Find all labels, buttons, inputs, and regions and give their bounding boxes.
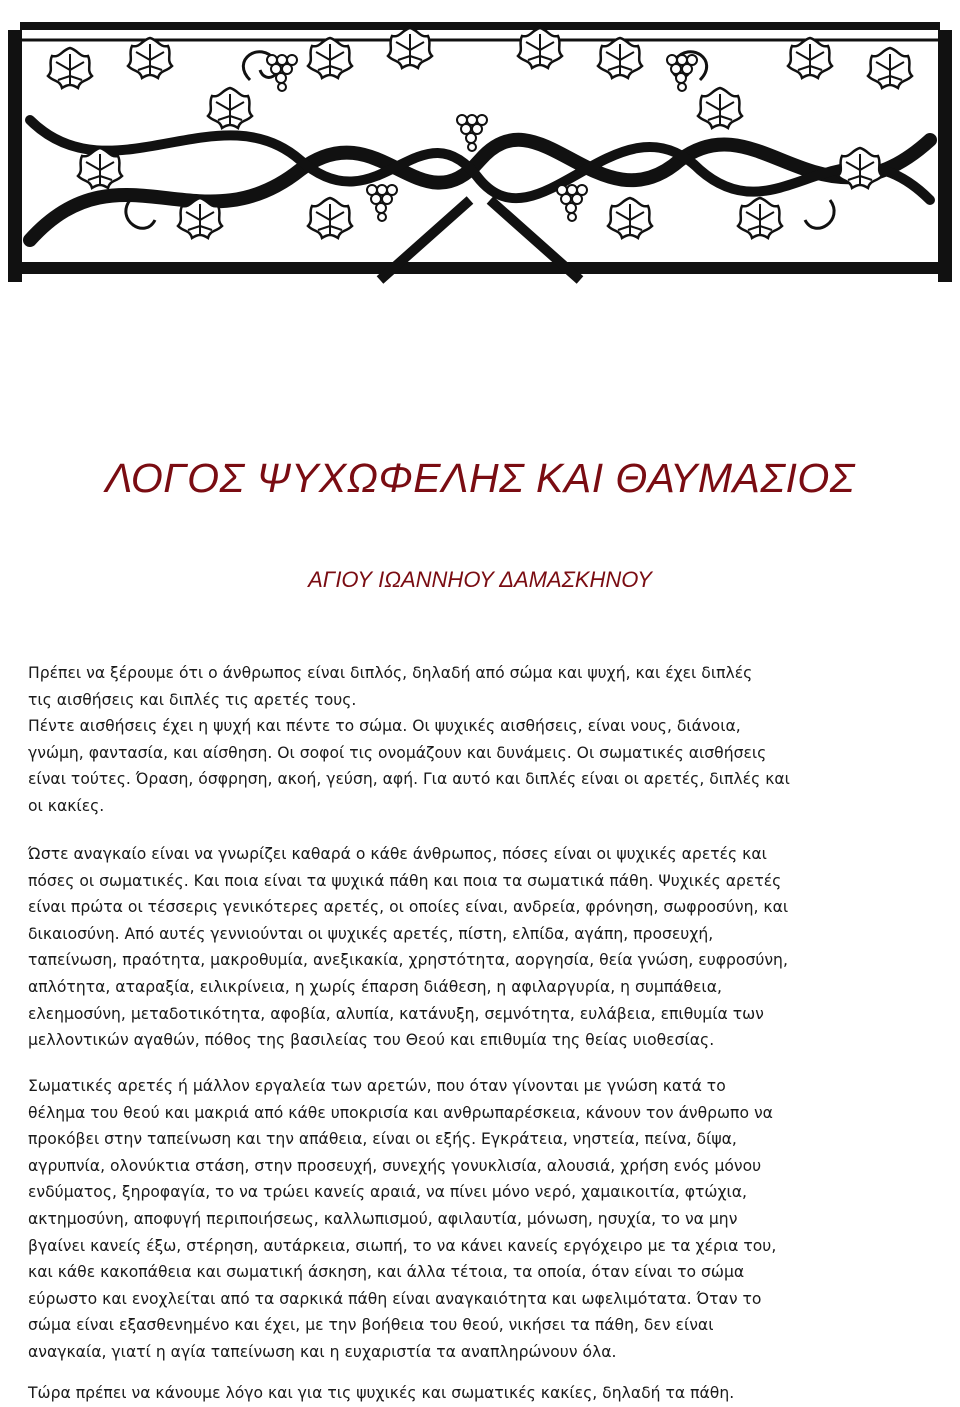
- grapevine-ornament-icon: [0, 0, 960, 300]
- paragraph: Τώρα πρέπει να κάνουμε λόγο και για τις ψυχικές και σωματικές κακίες, δηλαδή τα πάθη.: [28, 1384, 735, 1402]
- paragraph: Σωματικές αρετές ή μάλλον εργαλεία των αρετών, που όταν γίνονται με γνώση κατά το θέλημα του θεού και μακριά από κάθε υποκρισία και ανθρωπαρέσκεια, κάνουν τον άνθρωπο να προκόβει στην ταπείνωση και την απάθεια, είναι οι εξής. Εγκράτεια, νηστεία, πείνα, δίψα, αγρυπνία, ολονύκτια στάση, στην προσευχή, συνεχής γονυκλισία, αλουσιά, χρήση ενός μόνου ενδύματος, ξηροφαγία, το να τρώει κανείς αραιά, να πίνει μόνο νερό, χαμαικοιτία, φτώχια, ακτημοσύνη, αποφυγή περιποιήσεως, καλλωπισμού, αφιλαυτία, μόνωση, ησυχία, το να μην βγαίνει κανείς έξω, στέρηση, αυτάρκεια, σιωπή, το να κάνει κανείς εργόχειρο με τα χέρια του, και κάθε κακοπάθεια και σωματική άσκηση, και άλλα τέτοια, τα οποία, όταν είναι το σώμα εύρωστο και ενοχλείται από τα σαρκικά πάθη είναι αναγκαιότητα και ωφελιμότατα. Όταν το σώμα είναι εξασθενημένο και έχει, με την βοήθεια του θεού, νικήσει τα πάθη, δεν είναι αναγκαία, γιατί η αγία ταπείνωση και η ευχαριστία τα αναπληρώνουν όλα.: [28, 1077, 777, 1361]
- document-title: ΛΟΓΟΣ ΨΥΧΩΦΕΛΗΣ ΚΑΙ ΘΑΥΜΑΣΙΟΣ: [105, 455, 855, 501]
- paragraph: Πρέπει να ξέρουμε ότι ο άνθρωπος είναι διπλός, δηλαδή από σώμα και ψυχή, και έχει διπλές τις αισθήσεις και διπλές τις αρετές τους. Πέντε αισθήσεις έχει η ψυχή και πέντε το σώμα. Οι ψυχικές αισθήσεις, είναι νους, διάνοια, γνώμη, φαντασία, και αίσθηση. Οι σοφοί τις ονομάζουν και δυνάμεις. Οι σωματικές αισθήσεις είναι τούτες. Όραση, όσφρηση, ακοή, γεύση, αφή. Για αυτό και διπλές είναι οι αρετές, διπλές και οι κακίες.: [28, 664, 790, 815]
- paragraph: Ώστε αναγκαίο είναι να γνωρίζει καθαρά ο κάθε άνθρωπος, πόσες είναι οι ψυχικές αρετές και πόσες οι σωματικές. Και ποια είναι τα ψυχικά πάθη και ποια τα σωματικά πάθη. Ψυχικές αρετές είναι πρώτα οι τέσσερις γενικότερες αρετές, οι οποίες είναι, ανδρεία, φρόνηση, σωφροσύνη, και δικαιοσύνη. Από αυτές γεννιούνται οι ψυχικές αρετές, πίστη, ελπίδα, αγάπη, προσευχή, ταπείνωση, πραότητα, μακροθυμία, ανεξικακία, χρηστότητα, αοργησία, θεία γνώση, ευφροσύνη, απλότητα, αταραξία, ειλικρίνεια, η χωρίς έπαρση διάθεση, η αφιλαργυρία, η συμπάθεια, ελεημοσύνη, μεταδοτικότητα, αφοβία, αλυπία, κατάνυξη, σεμνότητα, ευλάβεια, επιθυμία των μελλοντικών αγαθών, πόθος της βασιλείας του Θεού και επιθυμία της θείας υιοθεσίας.: [28, 845, 789, 1050]
- document-subtitle: ΑΓΙΟΥ ΙΩΑΝΝΗΟΥ ΔΑΜΑΣΚΗΝΟΥ: [308, 567, 652, 592]
